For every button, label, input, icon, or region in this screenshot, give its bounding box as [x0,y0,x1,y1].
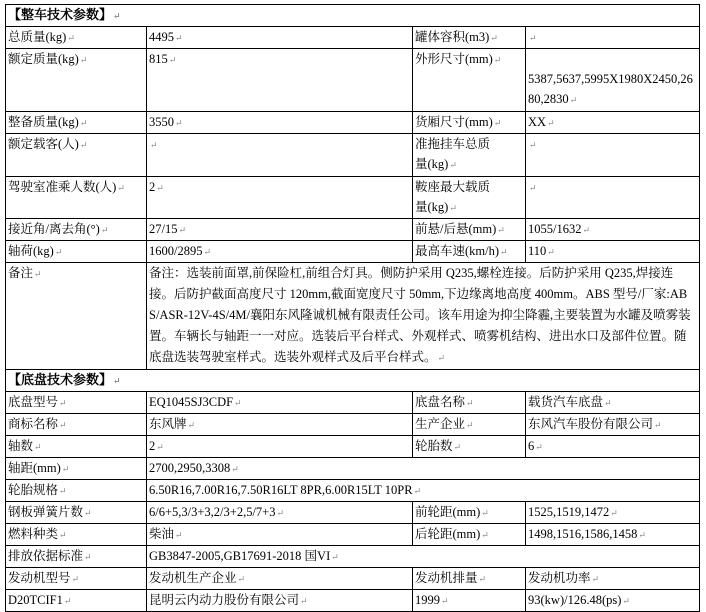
value-cell: 柴油 ↵ [147,524,413,546]
label-cell: 驾驶室准乘人数(人) ↵ [6,177,147,219]
value-cell: 1600/2895 ↵ [147,241,413,263]
engine-displacement-value: 1999 ↵ [413,590,526,612]
value-cell: 载货汽车底盘 ↵ [526,392,700,414]
value-cell: 3550 ↵ [147,112,413,134]
label-cell: 鞍座最大载质量(kg) ↵ [413,177,526,219]
engine-model-value: D20TCIF1 ↵ [6,590,147,612]
value-cell: 1525,1519,1472 ↵ [526,502,700,524]
label-cell: 后轮距(mm) ↵ [413,524,526,546]
engine-maker-header: 发动机生产企业 ↵ [147,568,413,590]
value-cell: 815 ↵ [147,49,413,112]
label-cell: 生产企业 ↵ [413,414,526,436]
label-cell: 最高车速(km/h) ↵ [413,241,526,263]
vehicle-section-title: 【整车技术参数】 ↵ [6,5,700,27]
value-cell: 6/6+5,3/3+3,2/3+2,5/7+3 ↵ [147,502,413,524]
value-cell: 2 ↵ [147,436,413,458]
label-cell: 轴数 ↵ [6,436,147,458]
value-cell: 5387,5637,5995X1980X2450,2680,2830 ↵ [526,49,700,112]
value-cell [147,134,413,177]
label-cell: 排放依据标准 ↵ [6,546,147,568]
remark-label: 备注 ↵ [6,263,147,370]
value-cell [526,177,700,219]
value-cell: 6 ↵ [526,436,700,458]
label-cell: 前悬/后悬(mm) ↵ [413,219,526,241]
chassis-section-title: 【底盘技术参数】 ↵ [6,370,700,392]
label-cell: 接近角/离去角(°) ↵ [6,219,147,241]
label-cell: 轮胎规格 ↵ [6,480,147,502]
label-cell: 底盘名称 ↵ [413,392,526,414]
label-cell: 商标名称 ↵ [6,414,147,436]
label-cell: 轴荷(kg) ↵ [6,241,147,263]
value-cell: XX ↵ [526,112,700,134]
engine-maker-value: 昆明云内动力股份有限公司 ↵ [147,590,413,612]
spec-table [5,4,700,612]
label-cell: 额定载客(人) ↵ [6,134,147,177]
value-cell: 1055/1632 ↵ [526,219,700,241]
value-cell: GB3847-2005,GB17691-2018 国VI ↵ [147,546,700,568]
label-cell: 钢板弹簧片数 ↵ [6,502,147,524]
label-cell: 轮胎数 ↵ [413,436,526,458]
value-cell: 6.50R16,7.00R16,7.50R16LT 8PR,6.00R15LT 10PR ↵ [147,480,700,502]
value-cell: 27/15 ↵ [147,219,413,241]
value-cell: 110 ↵ [526,241,700,263]
engine-power-header: 发动机功率 ↵ [526,568,700,590]
engine-power-value: 93(kw)/126.48(ps) ↵ [526,590,700,612]
value-cell: 1498,1516,1586,1458 ↵ [526,524,700,546]
label-cell: 整备质量(kg) ↵ [6,112,147,134]
value-cell: 2 ↵ [147,177,413,219]
value-cell: 4495 ↵ [147,27,413,49]
remark-text: 备注：选装前面罩,前保险杠,前组合灯具。侧防护采用 Q235,螺栓连接。后防护采用 Q235,焊接连接。后防护截面高度尺寸 120mm,截面宽度尺寸 50mm,下边缘离地高度 400mm。ABS 型号/厂家:ABS/ASR-12V-4S/4M/襄阳东风隆诚机械有限责任公司。该车用途为抑尘降霾,主要装置为水罐及喷雾装置。车辆长与轴距一一对应。选装后平台样式、外观样式、喷雾机结构、进出水口及部件位置。随底盘选装驾驶室样式。选装外观样式及后平台样式。 ↵ [147,263,700,370]
value-cell: EQ1045SJ3CDF ↵ [147,392,413,414]
value-cell [526,27,700,49]
value-cell: 2700,2950,3308 ↵ [147,458,700,480]
value-cell: 东风汽车股份有限公司 ↵ [526,414,700,436]
value-cell: 东风牌 ↵ [147,414,413,436]
label-cell: 货厢尺寸(mm) ↵ [413,112,526,134]
label-cell: 罐体容积(m3) ↵ [413,27,526,49]
label-cell: 额定质量(kg) ↵ [6,49,147,112]
engine-model-header: 发动机型号 ↵ [6,568,147,590]
label-cell: 底盘型号 ↵ [6,392,147,414]
label-cell: 外形尺寸(mm) ↵ [413,49,526,112]
label-cell: 燃料种类 ↵ [6,524,147,546]
label-cell: 轴距(mm) ↵ [6,458,147,480]
label-cell: 总质量(kg) ↵ [6,27,147,49]
label-cell: 前轮距(mm) ↵ [413,502,526,524]
engine-displacement-header: 发动机排量 ↵ [413,568,526,590]
label-cell: 准拖挂车总质量(kg) ↵ [413,134,526,177]
value-cell [526,134,700,177]
